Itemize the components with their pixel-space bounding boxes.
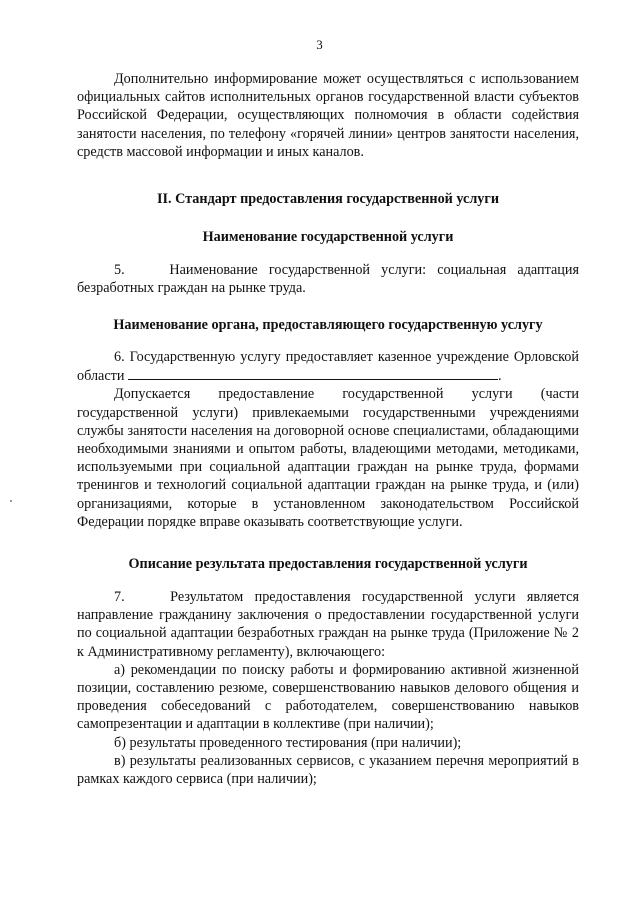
paragraph-7c: в) результаты реализованных сервисов, с указанием перечня мероприятий в рамках каждого сервиса (при наличии); (77, 752, 579, 788)
paragraph-6 (77, 348, 579, 385)
subheading-result: Описание результата предоставления государственной услуги (128, 556, 528, 572)
paragraph-6-end: . (497, 368, 502, 385)
paragraph-6-text: 6. Государственную услугу предоставляет казенное учреждение Орловской области (77, 349, 579, 385)
paragraph-additional-info: Дополнительно информирование может осуществляться с использованием официальных сайтов исполнительных органов государственной власти субъектов Российской Федерации, осуществляющих полномочия в области содействия занятости населения, по телефону «горячей линии» центров занятости населения, средств массовой информации и иных каналов. (77, 71, 579, 160)
scan-speck (10, 500, 12, 502)
paragraph-6-continued: Допускается предоставление государственной услуги (части государственной услуги) привлекаемыми государственными учреждениями службы занятости населения на договорной основе специалистами, обладающими необходимыми знаниями и опытом работы, владеющими методами, методиками, используемыми при социальной адаптации граждан на рынке труда, формами тренингов и технологий социальной адаптации граждан на рынке труда, и (или) организациями, которые в установленном законодательством Российской Федерации порядке вправе оказывать соответствующие услуги. (77, 386, 579, 530)
page-number: 3 (316, 37, 323, 52)
subheading-organ: Наименование органа, предоставляющего государственную услугу (113, 317, 543, 333)
blank-fill-line (128, 366, 498, 380)
intro-paragraph-block (77, 70, 579, 161)
subheading-name-block (77, 228, 579, 246)
paragraph-7a: а) рекомендации по поиску работы и формированию активной жизненной позиции, составлению резюме, совершенствованию навыков делового общения и проведения собеседований с работодателем, совершенствованию навыков самопрезентации и адаптации в коллективе (при наличии); (77, 661, 579, 733)
paragraph-5-block (77, 261, 579, 297)
paragraph-6-block (77, 348, 579, 531)
subheading-result-block (77, 555, 579, 573)
section-title: II. Стандарт предоставления государственной услуги (156, 191, 500, 207)
paragraph-7b: б) результаты проведенного тестирования (при наличии); (114, 734, 462, 751)
section-heading-block (77, 190, 579, 208)
subheading-organ-block (77, 316, 579, 334)
paragraph-5: 5. Наименование государственной услуги: социальная адаптация безработных граждан на рынке труда. (77, 262, 579, 297)
paragraph-7: 7. Результатом предоставления государственной услуги является направление гражданину заключения о предоставлении государственной услуги по социальной адаптации безработных граждан на рынке труда (Приложение № 2 к Административному регламенту), включающего: (77, 589, 579, 660)
subheading-service-name: Наименование государственной услуги (202, 229, 454, 245)
paragraph-7-block (77, 588, 579, 788)
